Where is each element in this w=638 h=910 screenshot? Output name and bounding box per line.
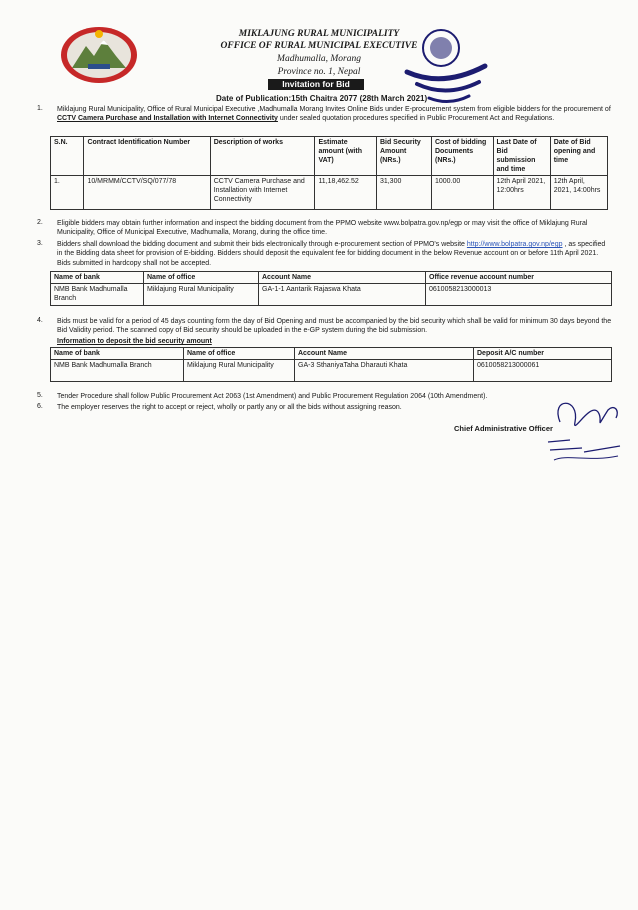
invitation-badge: Invitation for Bid (268, 79, 364, 90)
table-row: NMB Bank Madhumalla Branch Miklajung Rural Municipality GA-3 SthaniyaTaha Dharauti Khata 0610058213000061 (51, 360, 612, 382)
ppmo-link[interactable]: http://www.bolpatra.gov.np/egp (466, 241, 563, 248)
item-number: 4. (37, 317, 43, 324)
paragraph-1: Miklajung Rural Municipality, Office of Rural Municipal Executive ,Madhumalla Morang Invites Online Bids under E-procurement system from eligible bidders for the procurement of CCTV Camera Purchase and Installation with Internet Connectivity under sealed quotation procedures specified in Public Procurement Act and Regulations. (57, 106, 611, 123)
bid-security-table (50, 347, 612, 382)
signatory-title: Chief Administrative Officer (454, 424, 553, 433)
item-number: 2. (37, 219, 43, 226)
table-header-row: Name of bank Name of office Account Name Deposit A/C number (51, 348, 612, 360)
paragraph-2: Eligible bidders may obtain further information and inspect the bidding document from the PPMO website www.bolpatra.gov.np/egp or may visit the office of Miklajung Rural Municipality, Office of Municipal Executive, Madhumalla, Morang, during the office time. (57, 220, 588, 237)
paragraph-4: Bids must be valid for a period of 45 days counting form the day of Bid Opening and must be accompanied by the bid security which shall be valid for minimum 30 days beyond the Bid Validity period. The scanned copy of Bid security should be uploaded in the e-GP system during the bid submission. (57, 318, 612, 335)
table-row: 1. 10/MRMM/CCTV/SQ/077/78 CCTV Camera Purchase and Installation with Internet Connectivity 11,18,462.52 31,300 1000.00 12th April 2021, 12:00hrs 12th April, 2021, 14:00hrs (51, 176, 608, 210)
table-header-row: S.N. Contract Identification Number Description of works Estimate amount (with VAT) Bid Security Amount (NRs.) Cost of bidding Documents (NRs.) Last Date of Bid submission and time Date of Bid opening and time (51, 137, 608, 176)
revenue-account-table (50, 271, 612, 306)
paragraph-6: The employer reserves the right to accept or reject, wholly or partly any or all the bids without assigning reason. (57, 404, 402, 411)
paragraph-3: Bidders shall download the bidding document and submit their bids electronically through e-procurement section of PPMO's website http://www.bolpatra.gov.np/egp , as specified in the Bidding data sheet for provision of E-bidding. Bidders should deposit the equivalent fee for bidding document in the below Revenue account on or before 11th April 2021. Bids submitted in hardcopy shall not be accepted. (57, 241, 606, 267)
item-number: 3. (37, 240, 43, 247)
province-line: Province no. 1, Nepal (277, 67, 361, 77)
item-number: 6. (37, 403, 43, 410)
publication-date: Date of Publication:15th Chaitra 2077 (28th March 2021) (216, 94, 428, 103)
paragraph-5: Tender Procedure shall follow Public Procurement Act 2063 (1st Amendment) and Public Procurement Regulation 2064 (10th Amendment). (57, 393, 488, 400)
bid-details-table (50, 136, 608, 210)
office-name: OFFICE OF RURAL MUNICIPAL EXECUTIVE (220, 41, 418, 51)
address-line: Madhumalla, Morang (277, 54, 361, 64)
bid-security-subheading: Information to deposit the bid security amount (57, 338, 212, 345)
official-seal (403, 26, 495, 112)
municipality-name: MIKLAJUNG RURAL MUNICIPALITY (238, 29, 400, 39)
table-header-row: Name of bank Name of office Account Name Office revenue account number (51, 272, 612, 284)
table-row: NMB Bank Madhumalla Branch Miklajung Rural Municipality GA-1-1 Aantarik Rajaswa Khata 0610058213000013 (51, 284, 612, 306)
item-number: 5. (37, 392, 43, 399)
procurement-title: CCTV Camera Purchase and Installation with Internet Connectivity (57, 115, 278, 123)
item-number: 1. (37, 105, 43, 112)
